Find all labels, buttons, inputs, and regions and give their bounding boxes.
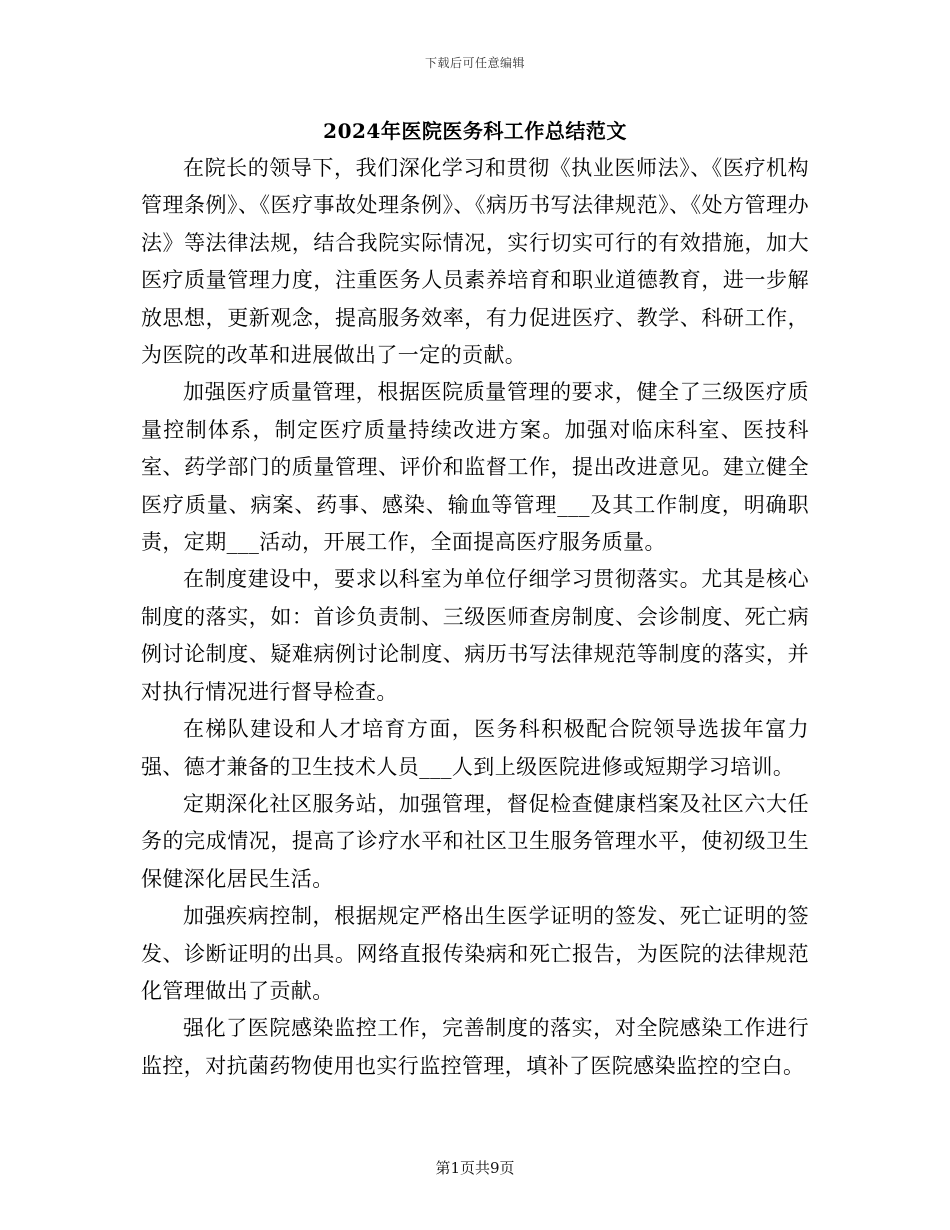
paragraph: 强化了医院感染监控工作，完善制度的落实，对全院感染工作进行监控，对抗菌药物使用也实行监控管理，填补了医院感染监控的空白。 — [141, 1016, 809, 1078]
paragraph: 定期深化社区服务站，加强管理，督促检查健康档案及社区六大任务的完成情况，提高了诊疗水平和社区卫生服务管理水平，使初级卫生保健深化居民生活。 — [141, 791, 809, 891]
document-title: 2024年医院医务科工作总结范文 — [323, 119, 627, 143]
header-note: 下载后可任意编辑 — [424, 56, 525, 70]
paragraph: 加强疾病控制，根据规定严格出生医学证明的签发、死亡证明的签发、诊断证明的出具。网络直报传染病和死亡报告，为医院的法律规范化管理做出了贡献。 — [141, 904, 809, 1003]
document-body — [141, 150, 809, 1085]
paragraph: 在院长的领导下，我们深化学习和贯彻《执业医师法》、《医疗机构管理条例》、《医疗事故处理条例》、《病历书写法律规范》、《处方管理办法》等法律法规，结合我院实际情况，实行切实可行的有效措施，加大医疗质量管理力度，注重医务人员素养培育和职业道德教育，进一步解放思想，更新观念，提高服务效率，有力促进医疗、教学、科研工作，为医院的改革和进展做出了一定的贡献。 — [141, 156, 809, 368]
paragraph: 加强医疗质量管理，根据医院质量管理的要求，健全了三级医疗质量控制体系，制定医疗质量持续改进方案。加强对临床科室、医技科室、药学部门的质量管理、评价和监督工作，提出改进意见。建立健全医疗质量、病案、药事、感染、输血等管理___及其工作制度，明确职责，定期___活动，开展工作，全面提高医疗服务质量。 — [141, 380, 809, 555]
page-number: 第1页共9页 — [435, 1159, 515, 1177]
paragraph: 在梯队建设和人才培育方面，医务科积极配合院领导选拔年富力强、德才兼备的卫生技术人员___人到上级医院进修或短期学习培训。 — [141, 717, 809, 779]
paragraph: 在制度建设中，要求以科室为单位仔细学习贯彻落实。尤其是核心制度的落实，如：首诊负责制、三级医师查房制度、会诊制度、死亡病例讨论制度、疑难病例讨论制度、病历书写法律规范等制度的落实，并对执行情况进行督导检查。 — [141, 567, 809, 704]
